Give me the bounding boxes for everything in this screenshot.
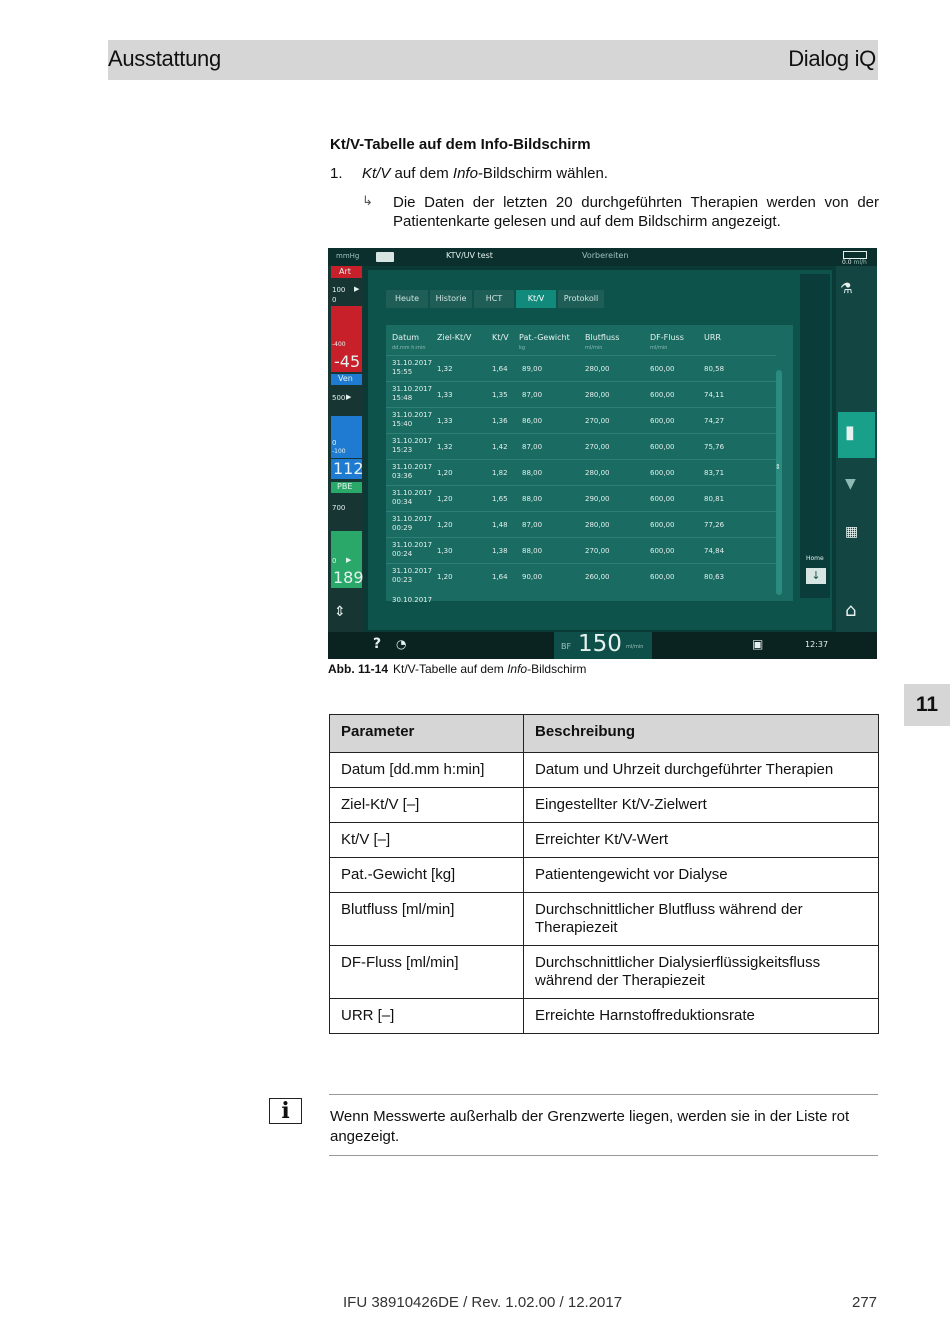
col-datum: Datum	[392, 333, 420, 342]
row-urr: 80,63	[704, 573, 725, 581]
row-ktv: 1,38	[492, 547, 508, 555]
pbe-value: 189	[333, 568, 364, 587]
ven-scale-zero: 0	[332, 439, 337, 447]
document-id: IFU 38910426DE / Rev. 1.02.00 / 12.2017	[343, 1294, 623, 1311]
row-time: 00:34	[392, 498, 413, 506]
patient-connect-icon[interactable]: ⚗	[840, 281, 853, 297]
timer-icon[interactable]: ◔	[396, 637, 407, 651]
parameter-table	[329, 714, 879, 1034]
row-urr: 80,81	[704, 495, 725, 503]
screen-bottom-bar	[328, 632, 877, 659]
row-urr: 74,84	[704, 547, 725, 555]
row-gew: 88,00	[522, 469, 543, 477]
page-header	[108, 40, 878, 80]
row-gew: 87,00	[522, 443, 543, 451]
row-gew: 89,00	[522, 365, 543, 373]
right-menu-column	[836, 266, 877, 632]
note-divider-top	[329, 1094, 878, 1095]
row-urr: 83,71	[704, 469, 725, 477]
row-df: 600,00	[650, 391, 675, 399]
row-ziel: 1,32	[437, 365, 453, 373]
ktv-table-row[interactable]	[386, 537, 776, 564]
caption-em: Info	[507, 662, 528, 676]
param-cell: Ziel-Kt/V [–]	[330, 788, 524, 823]
row-blut: 270,00	[585, 417, 610, 425]
uf-rate: 0.0 ml/h	[842, 259, 867, 266]
row-df: 600,00	[650, 365, 675, 373]
row-blut: 280,00	[585, 391, 610, 399]
header-parameter: Parameter	[330, 715, 524, 753]
row-ktv: 1,36	[492, 417, 508, 425]
row-time: 15:40	[392, 420, 413, 428]
tab-historie[interactable]: Historie	[430, 290, 472, 308]
col-gewicht-unit: kg	[519, 345, 526, 351]
desc-cell: Erreichter Kt/V-Wert	[524, 823, 879, 858]
info-note-text: Wenn Messwerte außerhalb der Grenzwerte liegen, werden sie in der Liste rot angezeigt.	[330, 1108, 850, 1145]
caption-post: -Bildschirm	[527, 662, 587, 676]
row-gew: 86,00	[522, 417, 543, 425]
desc-cell: Durchschnittlicher Blutfluss während der Therapiezeit	[524, 893, 879, 946]
row-gew: 90,00	[522, 573, 543, 581]
art-label: Art	[339, 267, 351, 276]
row-ziel: 1,20	[437, 495, 453, 503]
pbe-scale-bottom: 0	[332, 557, 337, 565]
row-time: 00:24	[392, 550, 413, 558]
art-scale-zero: 0	[332, 296, 337, 304]
row-date: 31.10.2017	[392, 489, 433, 497]
ktv-table-row[interactable]	[386, 407, 776, 434]
bf-unit: ml/min	[626, 644, 644, 650]
row-df: 600,00	[650, 573, 675, 581]
row-time: 15:48	[392, 394, 413, 402]
desc-cell: Erreichte Harnstoffreduktionsrate	[524, 999, 879, 1034]
card-icon[interactable]	[376, 252, 394, 262]
step-instruction	[362, 165, 608, 182]
row-date: 31.10.2017	[392, 541, 433, 549]
row-blut: 270,00	[585, 443, 610, 451]
row-blut: 290,00	[585, 495, 610, 503]
row-gew: 88,00	[522, 495, 543, 503]
lock-icon[interactable]: ▣	[752, 637, 764, 651]
ktv-table-row[interactable]	[386, 459, 776, 486]
ven-value: 112	[333, 459, 364, 478]
param-cell: Kt/V [–]	[330, 823, 524, 858]
art-value-box[interactable]	[331, 352, 362, 372]
desc-cell: Patientengewicht vor Dialyse	[524, 858, 879, 893]
step-em-ktv: Kt/V	[362, 165, 391, 182]
row-ziel: 1,20	[437, 573, 453, 581]
ven-scale-top: 500	[332, 394, 346, 402]
row-df: 600,00	[650, 417, 675, 425]
row-ziel: 1,33	[437, 417, 453, 425]
ktv-table-row[interactable]	[386, 511, 776, 538]
bf-label: BF	[561, 642, 572, 651]
row-ziel: 1,30	[437, 547, 453, 555]
section-title: Kt/V-Tabelle auf dem Info-Bildschirm	[330, 136, 591, 153]
tab-heute[interactable]: Heute	[386, 290, 428, 308]
ktv-table-row[interactable]	[386, 485, 776, 512]
desc-cell: Eingestellter Kt/V-Zielwert	[524, 788, 879, 823]
uf-icon	[843, 251, 867, 259]
ktv-table	[386, 325, 793, 604]
pbe-arrow-icon: ▶	[346, 556, 352, 564]
arrow-result-icon: ↳	[362, 193, 373, 208]
art-scale-top: 100	[332, 286, 346, 294]
ktv-table-header	[386, 325, 776, 355]
ven-label: Ven	[338, 374, 353, 383]
row-ktv: 1,64	[492, 365, 508, 373]
preparation-button[interactable]	[838, 412, 875, 458]
chapter-tab: 11	[904, 684, 950, 726]
row-urr: 77,26	[704, 521, 725, 529]
col-ziel-ktv: Ziel-Kt/V	[437, 333, 472, 342]
row-df: 600,00	[650, 495, 675, 503]
row-gew: 88,00	[522, 547, 543, 555]
col-ktv: Kt/V	[492, 333, 509, 342]
ktv-table-row[interactable]	[386, 563, 776, 590]
art-value: -45	[334, 352, 361, 371]
param-cell: Blutfluss [ml/min]	[330, 893, 524, 946]
table-row	[330, 893, 879, 946]
row-ziel: 1,33	[437, 391, 453, 399]
row-ktv: 1,64	[492, 573, 508, 581]
row-blut: 280,00	[585, 469, 610, 477]
header-section-title: Ausstattung	[108, 46, 221, 71]
scroll-handle-icon[interactable]: ⇕	[775, 463, 781, 471]
step-mid: auf dem	[390, 165, 453, 182]
col-gewicht: Pat.-Gewicht	[519, 333, 570, 342]
step-end: -Bildschirm wählen.	[477, 165, 608, 182]
table-header-row	[330, 715, 879, 753]
note-divider-bottom	[329, 1155, 878, 1156]
table-row	[330, 753, 879, 788]
blood-flow-display[interactable]	[554, 632, 652, 659]
table-row	[330, 823, 879, 858]
row-df: 600,00	[650, 469, 675, 477]
ven-arrow-icon: ▶	[346, 393, 352, 401]
info-tab-row	[386, 290, 806, 308]
home-icon[interactable]: ⌂	[845, 600, 857, 621]
step-number: 1.	[330, 165, 343, 182]
pbe-header	[331, 482, 362, 493]
bf-value: 150	[578, 631, 622, 657]
partial-row-date: 30.10.2017	[392, 596, 433, 604]
ktv-table-row[interactable]	[386, 355, 776, 382]
menu-icon[interactable]: ▦	[845, 524, 859, 540]
ktv-table-row[interactable]	[386, 433, 776, 460]
col-datum-unit: dd.mm h:min	[392, 345, 426, 351]
pbe-label: PBE	[337, 482, 353, 491]
param-cell: URR [–]	[330, 999, 524, 1034]
header-beschreibung: Beschreibung	[524, 715, 879, 753]
ktv-table-row[interactable]	[386, 381, 776, 408]
preparation-icon: ▮	[845, 422, 855, 443]
row-df: 600,00	[650, 547, 675, 555]
device-screenshot	[328, 248, 877, 659]
ven-value-box[interactable]	[331, 459, 362, 479]
row-ktv: 1,35	[492, 391, 508, 399]
row-urr: 74,27	[704, 417, 725, 425]
help-button[interactable]: ?	[373, 636, 382, 652]
row-time: 15:23	[392, 446, 413, 454]
row-date: 31.10.2017	[392, 385, 433, 393]
row-ziel: 1,20	[437, 521, 453, 529]
col-blutfluss: Blutfluss	[585, 333, 620, 342]
info-icon: i	[269, 1098, 302, 1124]
step-em-info: Info	[452, 165, 478, 182]
row-date: 31.10.2017	[392, 515, 433, 523]
phase-status: Vorbereiten	[582, 251, 629, 260]
table-row	[330, 946, 879, 999]
row-df: 600,00	[650, 521, 675, 529]
row-date: 31.10.2017	[392, 567, 433, 575]
row-ziel: 1,20	[437, 469, 453, 477]
row-gew: 87,00	[522, 521, 543, 529]
page-number: 277	[852, 1294, 878, 1311]
param-cell: DF-Fluss [ml/min]	[330, 946, 524, 999]
row-ziel: 1,32	[437, 443, 453, 451]
row-blut: 280,00	[585, 365, 610, 373]
table-row	[330, 858, 879, 893]
col-urr: URR	[704, 333, 721, 342]
screen-top-bar	[328, 248, 877, 266]
row-blut: 270,00	[585, 547, 610, 555]
home-label: Home	[806, 555, 824, 562]
tab-protokoll[interactable]: Protokoll	[558, 290, 604, 308]
side-level-bar	[800, 274, 830, 598]
header-product-name: Dialog iQ	[788, 46, 876, 71]
limits-adjust-icon[interactable]: ⇕	[334, 604, 346, 620]
row-urr: 74,11	[704, 391, 725, 399]
row-time: 03:36	[392, 472, 413, 480]
row-date: 31.10.2017	[392, 437, 433, 445]
row-time: 00:29	[392, 524, 413, 532]
param-cell: Datum [dd.mm h:min]	[330, 753, 524, 788]
art-scale-bottom: -400	[332, 341, 346, 348]
tab-ktv[interactable]: Kt/V	[516, 290, 556, 308]
pressure-unit: mmHg	[336, 252, 360, 260]
figure-caption	[393, 662, 586, 676]
row-blut: 280,00	[585, 521, 610, 529]
row-df: 600,00	[650, 443, 675, 451]
col-df-fluss-unit: ml/min	[650, 345, 668, 351]
col-df-fluss: DF-Fluss	[650, 333, 684, 342]
ven-header	[331, 374, 362, 385]
pbe-value-box[interactable]	[331, 568, 362, 588]
caption-pre: Kt/V-Tabelle auf dem	[393, 662, 508, 676]
row-gew: 87,00	[522, 391, 543, 399]
row-urr: 75,76	[704, 443, 725, 451]
row-ktv: 1,48	[492, 521, 508, 529]
figure-label: Abb. 11-14	[328, 662, 389, 676]
tab-hct[interactable]: HCT	[474, 290, 514, 308]
art-bar	[331, 306, 362, 356]
row-date: 31.10.2017	[392, 411, 433, 419]
col-blutfluss-unit: ml/min	[585, 345, 603, 351]
dialysate-icon[interactable]: ▼	[845, 476, 856, 492]
row-ktv: 1,42	[492, 443, 508, 451]
table-row	[330, 999, 879, 1034]
row-time: 15:55	[392, 368, 413, 376]
row-time: 00:23	[392, 576, 413, 584]
art-arrow-icon: ▶	[354, 285, 360, 293]
table-row	[330, 788, 879, 823]
art-header	[331, 266, 362, 278]
desc-cell: Datum und Uhrzeit durchgeführter Therapien	[524, 753, 879, 788]
home-down-button[interactable]: ↓	[806, 568, 826, 584]
desc-cell: Durchschnittlicher Dialysierflüssigkeitsfluss während der Therapiezeit	[524, 946, 879, 999]
row-ktv: 1,82	[492, 469, 508, 477]
row-date: 31.10.2017	[392, 463, 433, 471]
row-blut: 260,00	[585, 573, 610, 581]
row-date: 31.10.2017	[392, 359, 433, 367]
table-scrollbar[interactable]	[776, 370, 782, 595]
result-text: Die Daten der letzten 20 durchgeführten Therapien werden von der Patientenkarte gelesen und auf dem Bildschirm angezeigt.	[393, 194, 879, 230]
ven-scale-bottom: -100	[332, 448, 346, 455]
pressure-column	[328, 266, 364, 632]
row-ktv: 1,65	[492, 495, 508, 503]
param-cell: Pat.-Gewicht [kg]	[330, 858, 524, 893]
clock: 12:37	[805, 640, 829, 649]
patient-name: KTV/UV test	[446, 251, 493, 260]
row-urr: 80,58	[704, 365, 725, 373]
pbe-scale-top: 700	[332, 504, 346, 512]
